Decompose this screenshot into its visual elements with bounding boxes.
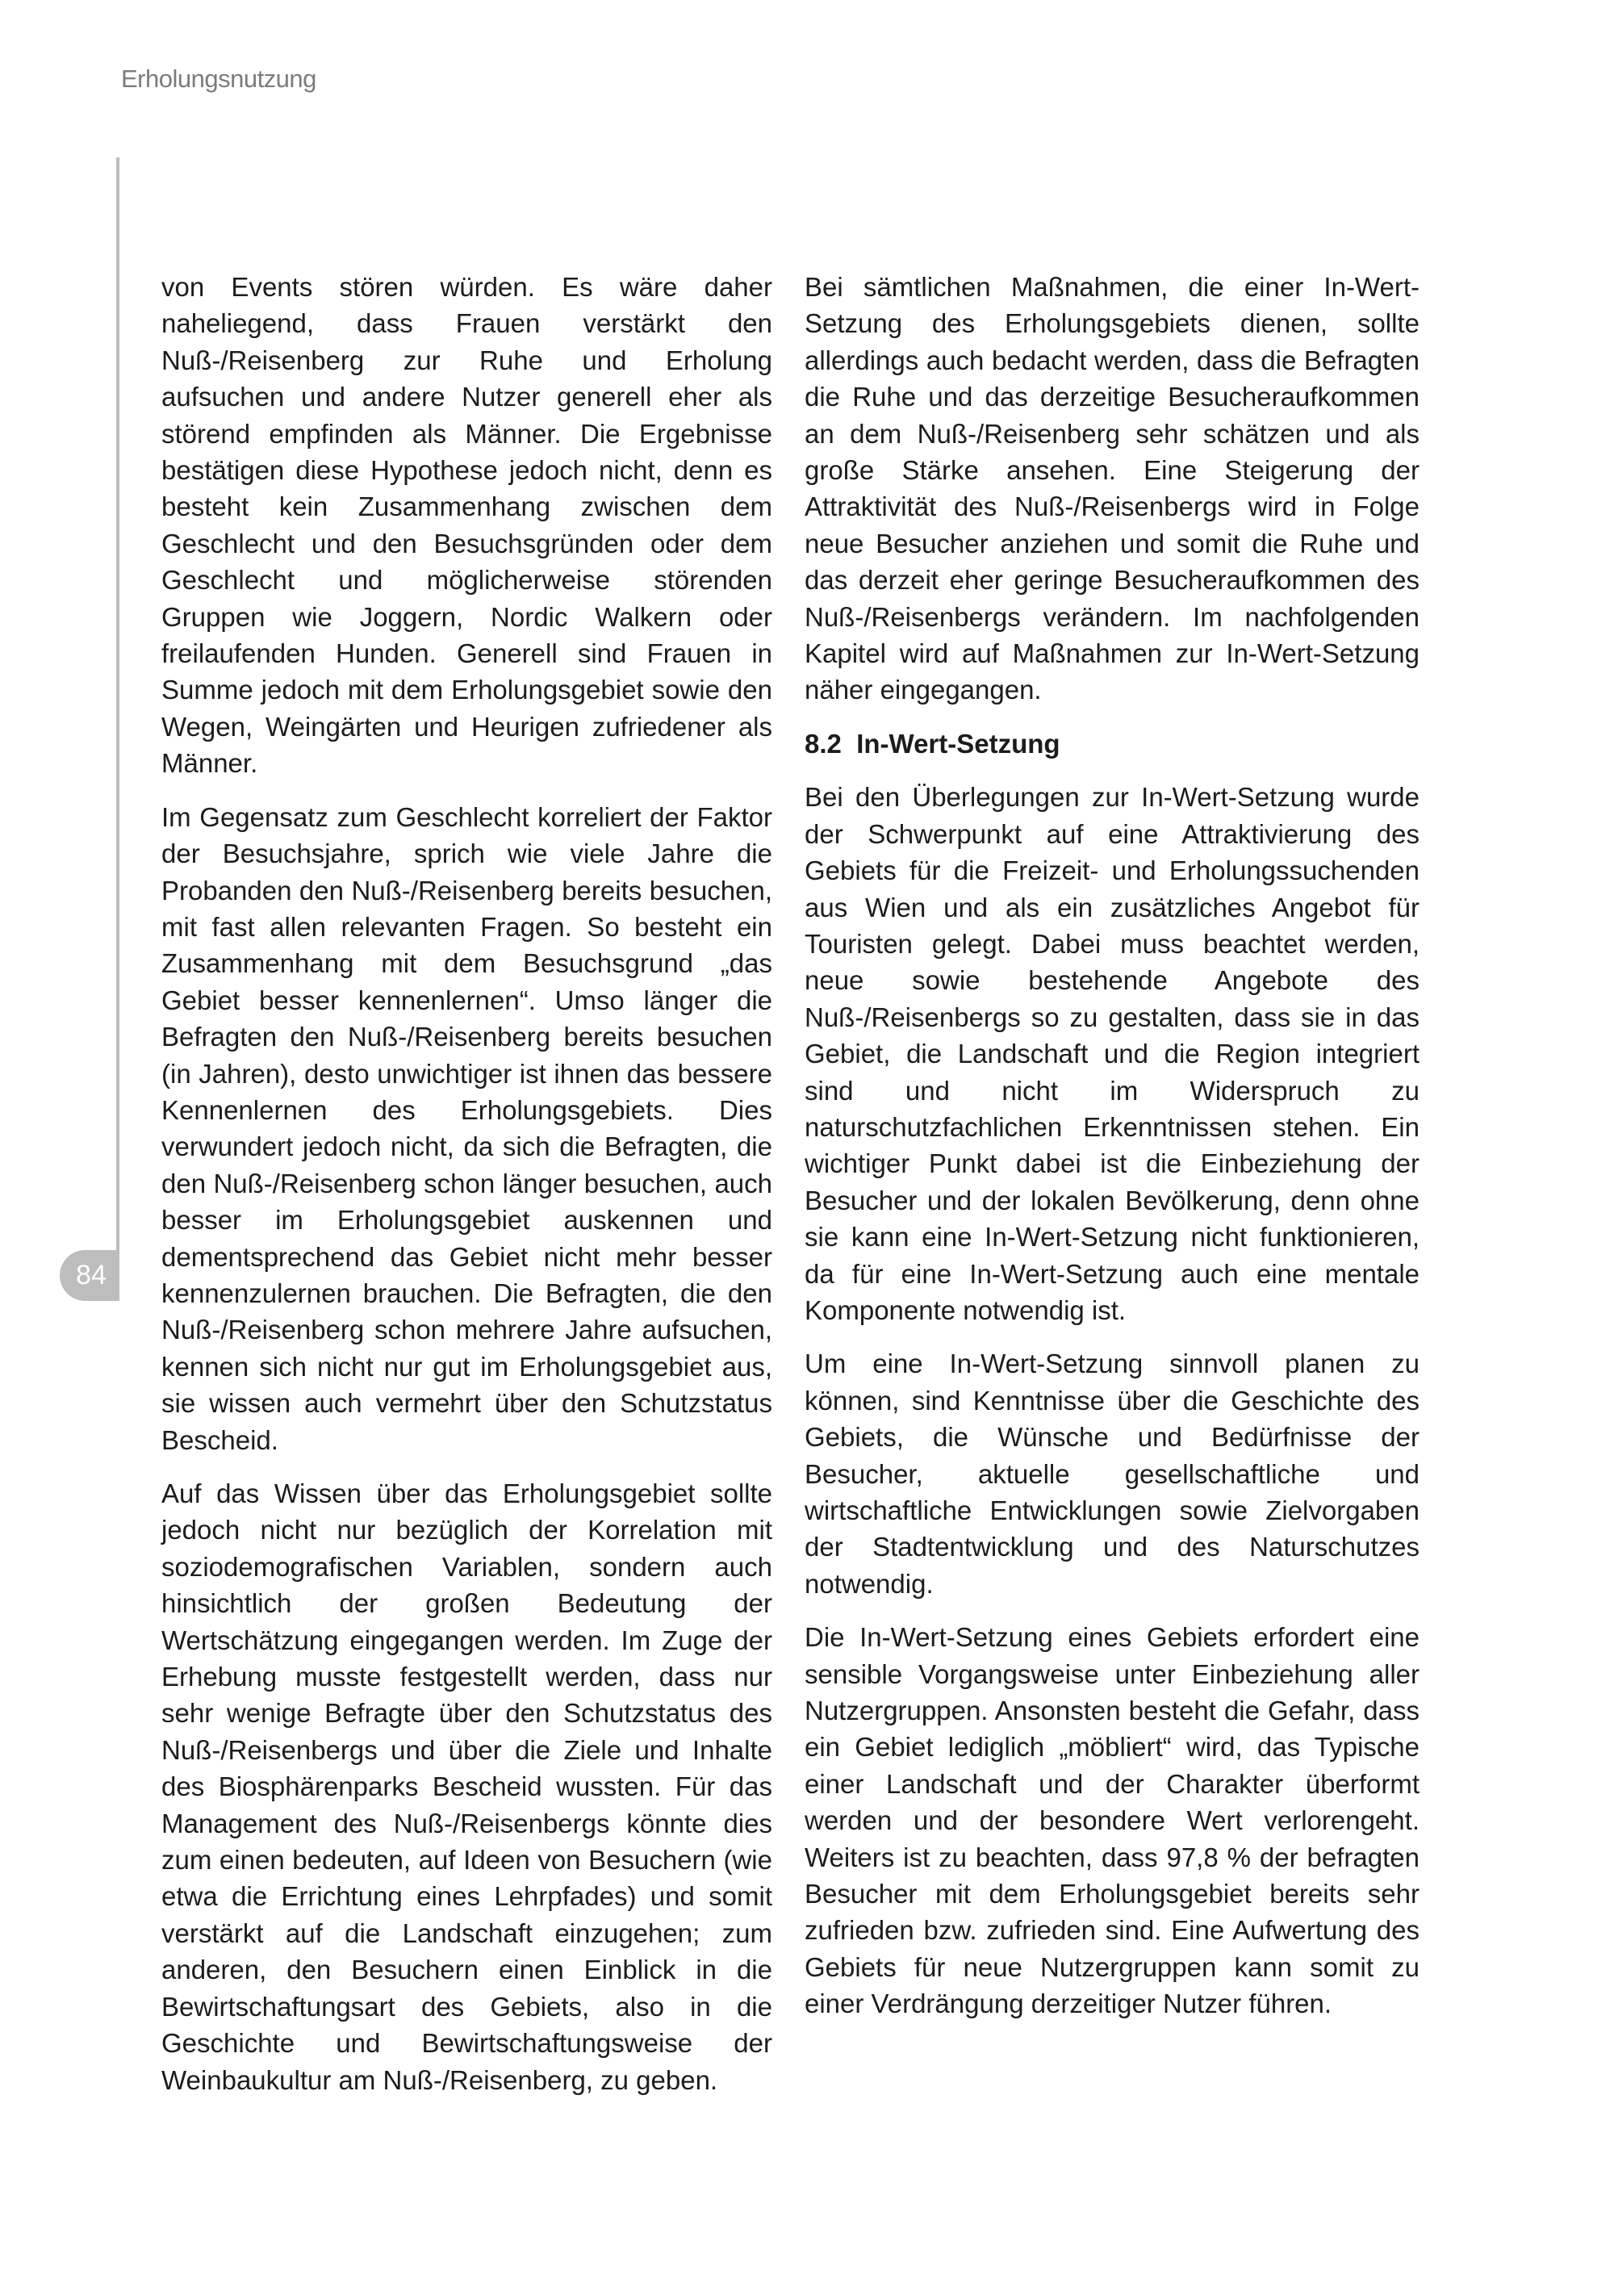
- right-text-column: [805, 269, 1420, 2039]
- paragraph: Bei den Überlegungen zur In-Wert-Setzung wurde der Schwerpunkt auf eine Attraktivierung des Gebiets für die Freizeit- und Erholungssuchenden aus Wien und als ein zusätzliches Angebot für Touristen gelegt. Dabei muss beachtet werden, neue sowie bestehende Angebote des Nuß-/Reisenbergs so zu gestalten, dass sie in das Gebiet, die Landschaft und die Region integriert sind und nicht im Widerspruch zu naturschutzfachlichen Erkenntnissen stehen. Ein wichtiger Punkt dabei ist die Einbeziehung der Besucher und der lokalen Bevölkerung, denn ohne sie kann eine In-Wert-Setzung nicht funktionieren, da für eine In-Wert-Setzung auch eine mentale Komponente notwendig ist.: [805, 782, 1420, 1325]
- paragraph: Im Gegensatz zum Geschlecht korreliert der Faktor der Besuchsjahre, sprich wie viele Jahre die Probanden den Nuß-/Reisenberg bereits besuchen, mit fast allen relevanten Fragen. So besteht ein Zusammenhang mit dem Besuchsgrund „das Gebiet besser kennenlernen“. Umso länger die Befragten den Nuß-/Reisenberg bereits besuchen (in Jahren), desto unwichtiger ist ihnen das bessere Kennenlernen des Erholungsgebiets. Dies verwundert jedoch nicht, da sich die Befragten, die den Nuß-/Reisenberg schon länger besuchen, auch besser im Erholungsgebiet auskennen und dementsprechend das Gebiet nicht mehr besser kennenzulernen brauchen. Die Befragten, die den Nuß-/Reisenberg schon mehrere Jahre aufsuchen, kennen sich nicht nur gut im Erholungsgebiet aus, sie wissen auch vermehrt über den Schutzstatus Bescheid.: [161, 801, 772, 1455]
- paragraph: Um eine In-Wert-Setzung sinnvoll planen zu können, sind Kenntnisse über die Geschichte des Gebiets, die Wünsche und Bedürfnisse der Besucher, aktuelle gesellschaftliche und wirtschaftliche Entwicklungen sowie Zielvorgaben der Stadtentwicklung und des Naturschutzes notwendig.: [805, 1349, 1420, 1599]
- page-number: 84: [76, 1260, 107, 1290]
- paragraph: von Events stören würden. Es wäre daher naheliegend, dass Frauen verstärkt den Nuß-/Reisenberg zur Ruhe und Erholung aufsuchen und andere Nutzer generell eher als störend empfinden als Männer. Die Ergebnisse bestätigen diese Hypothese jedoch nicht, denn es besteht kein Zusammenhang zwischen dem Geschlecht und den Besuchsgründen oder dem Geschlecht und möglicherweise störenden Gruppen wie Joggern, Nordic Walkern oder freilaufenden Hunden. Generell sind Frauen in Summe jedoch mit dem Erholungsgebiet sowie den Wegen, Weingärten und Heurigen zufriedener als Männer.: [161, 272, 772, 779]
- paragraph: Die In-Wert-Setzung eines Gebiets erfordert eine sensible Vorgangsweise unter Einbeziehung aller Nutzergruppen. Ansonsten besteht die Gefahr, dass ein Gebiet lediglich „möbliert“ wird, das Typische einer Landschaft und der Charakter überformt werden und der besondere Wert verlorengeht. Weiters ist zu beachten, dass 97,8 % der befragten Besucher mit dem Erholungsgebiet bereits sehr zufrieden bzw. zufrieden sind. Eine Aufwertung des Gebiets für neue Nutzergruppen kann somit zu einer Verdrängung derzeitiger Nutzer führen.: [805, 1622, 1420, 2019]
- paragraph: Bei sämtlichen Maßnahmen, die einer In-Wert-Setzung des Erholungsgebiets dienen, sollte allerdings auch bedacht werden, dass die Befragten die Ruhe und das derzeitige Besucheraufkommen an dem Nuß-/Reisenberg sehr schätzen und als große Stärke ansehen. Eine Steigerung der Attraktivität des Nuß-/Reisenbergs wird in Folge neue Besucher anziehen und somit die Ruhe und das derzeit eher geringe Besucheraufkommen des Nuß-/Reisenbergs verändern. Im nachfolgenden Kapitel wird auf Maßnahmen zur In-Wert-Setzung näher eingegangen.: [805, 272, 1420, 705]
- section-heading: 8.2 In-Wert-Setzung: [805, 728, 1060, 759]
- paragraph: Auf das Wissen über das Erholungsgebiet sollte jedoch nicht nur bezüglich der Korrelation mit soziodemografischen Variablen, sondern auch hinsichtlich der großen Bedeutung der Wertschätzung eingegangen werden. Im Zuge der Erhebung musste festgestellt werden, dass nur sehr wenige Befragte über den Schutzstatus des Nuß-/Reisenbergs und über die Ziele und Inhalte des Biosphärenparks Bescheid wussten. Für das Management des Nuß-/Reisenbergs könnte dies zum einen bedeuten, auf Ideen von Besuchern (wie etwa die Errichtung eines Lehrpfades) und somit verstärkt auf die Landschaft einzugehen; zum anderen, den Besuchern einen Einblick in die Bewirtschaftungsart des Gebiets, also in die Geschichte und Bewirtschaftungsweise der Weinbaukultur am Nuß-/Reisenberg, zu geben.: [161, 1478, 772, 2095]
- left-text-column: [161, 269, 772, 2115]
- page-number-tab: [60, 1250, 119, 1301]
- running-header: Erholungsnutzung: [121, 65, 316, 93]
- margin-rule: [116, 157, 119, 1251]
